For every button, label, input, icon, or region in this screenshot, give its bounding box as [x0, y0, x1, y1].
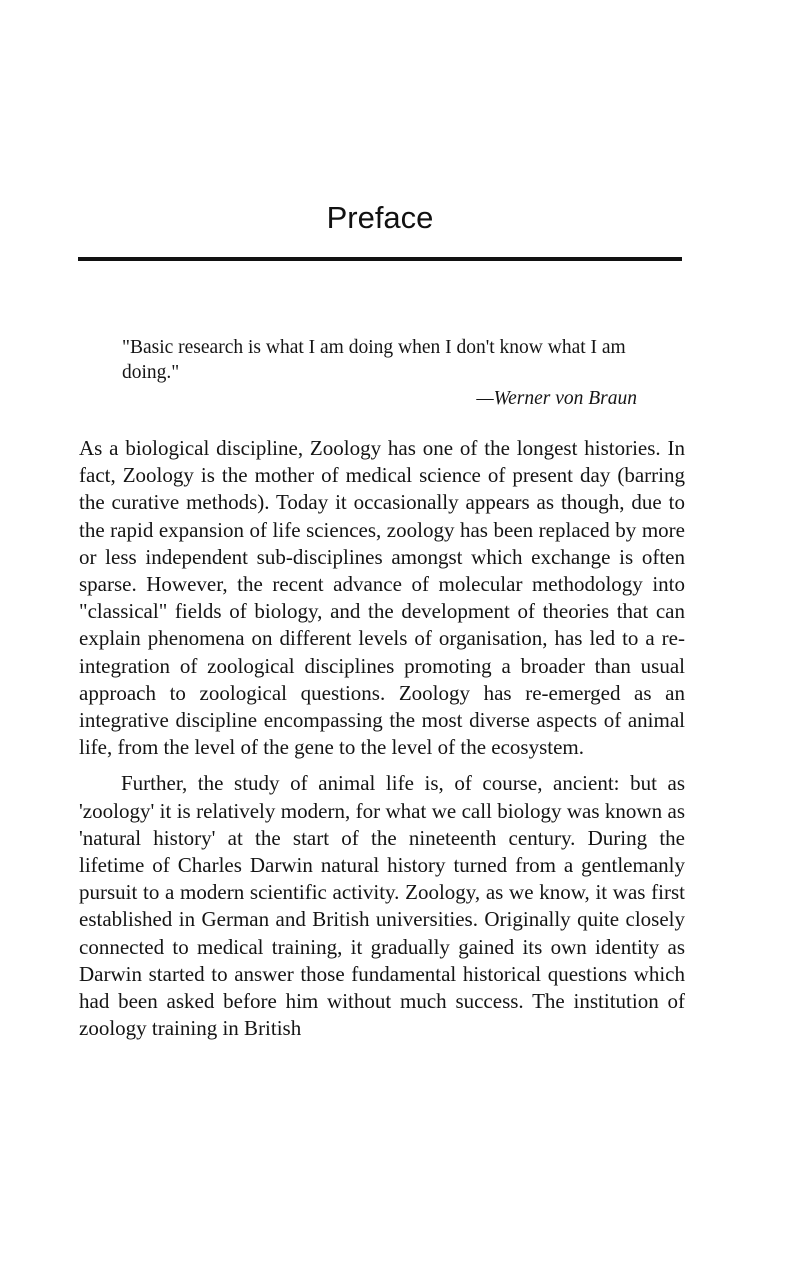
paragraph: As a biological discipline, Zoology has one of the longest histories. In fact, Zoology is the mother of medical science of present day (barring the curative methods). Today it occasionally appears as though, due to the rapid expansion of life sciences, zoology has been replaced by more or less independent sub-disciplines amongst which exchange is often sparse. However, the recent advance of molecular methodology into "classical" fields of biology, and the development of theories that can explain phenomena on different levels of organisation, has led to a re-integration of zoological disciplines promoting a broader than usual approach to zoological questions. Zoology has re-emerged as an integrative discipline encompassing the most diverse aspects of animal life, from the level of the gene to the level of the ecosystem.	[79, 436, 685, 760]
body-text	[79, 435, 685, 1042]
paragraph: Further, the study of animal life is, of course, ancient: but as 'zoology' it is relatively modern, for what we call biology was known as 'natural history' at the start of the nineteenth century. During the lifetime of Charles Darwin natural history turned from a gentlemanly pursuit to a modern scientific activity. Zoology, as we know, it was first established in German and British universities. Originally quite closely connected to medical training, it gradually gained its own identity as Darwin started to answer those fundamental historical questions which had been asked before him without much success. The institution of zoology training in British	[79, 771, 685, 1041]
page-title: Preface	[326, 200, 434, 235]
epigraph-quote: "Basic research is what I am doing when I don't know what I am doing."	[122, 337, 626, 383]
epigraph	[122, 335, 642, 411]
epigraph-attribution: —Werner von Braun	[476, 388, 637, 409]
title-divider	[78, 257, 682, 261]
